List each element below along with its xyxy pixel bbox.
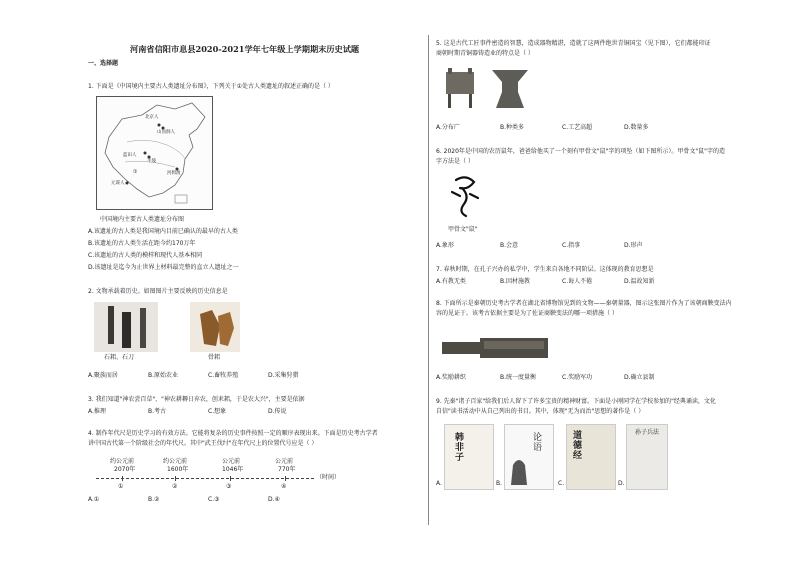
timeline-year: 1600年 <box>167 466 189 473</box>
q4-stem-line1: 4. 制作年代尺是历史学习的有效方法。它能将复杂的历史事件按照一定的顺序表现出来。下面是历史考古学者 <box>88 430 378 437</box>
column-divider <box>428 35 429 525</box>
q1-option-b[interactable]: B.该遗址的古人类生活在距今约170万年 <box>88 240 196 247</box>
q8-option-b[interactable]: B.统一度量衡 <box>500 374 537 381</box>
figure-silhouette-icon <box>505 425 553 489</box>
q3-option-a[interactable]: A.推理 <box>88 408 106 415</box>
q2-option-b[interactable]: B.原始农业 <box>148 372 179 379</box>
q6-stem-line2: 字方法是（ ） <box>436 158 474 165</box>
map-label: 蓝田人 <box>123 153 137 158</box>
book-title: 韩非子 <box>455 433 465 463</box>
book-cover-c <box>566 424 616 490</box>
timeline-tick <box>230 476 231 481</box>
q7-option-d[interactable]: D.温故知新 <box>624 278 655 285</box>
section-heading: 一、选择题 <box>88 60 119 67</box>
china-map-icon <box>97 97 212 209</box>
map-label: 北京人 <box>145 115 159 120</box>
timeline-era: 公元前 <box>275 458 294 465</box>
timeline-marker: ② <box>172 483 178 490</box>
q5-option-d[interactable]: D.数量多 <box>624 124 649 131</box>
q8-stem-line2: 容的见证于。该考古依据主要是为了佐证商鞅变法的哪一项措施（ ） <box>436 310 618 317</box>
q1-option-a[interactable]: A.该遗址的古人类是我国境内目前已确认的最早的古人类 <box>88 228 238 235</box>
q9-option-b[interactable]: B. <box>496 480 503 487</box>
q2-img1-caption: 石耜、石刀 <box>104 354 135 361</box>
q8-option-c[interactable]: C.奖励军功 <box>562 374 593 381</box>
qin-measure-vessel-icon <box>440 332 552 364</box>
q4-option-a[interactable]: A.① <box>88 496 100 503</box>
q5-option-b[interactable]: B.种类多 <box>500 124 525 131</box>
book-title: 道德经 <box>573 431 583 461</box>
q4-stem-line2: 讲中国古代第一个阶级社会的年代尺。其中"武王伐纣"在年代尺上的位置代号应是（ ） <box>88 440 318 447</box>
bronze-ding-image <box>440 66 480 110</box>
q6-option-a[interactable]: A.象形 <box>436 242 454 249</box>
q8-option-a[interactable]: A.奖励耕织 <box>436 374 466 381</box>
q1-option-c[interactable]: C.该遗址的古人类的模样和现代人基本相同 <box>88 252 203 259</box>
q3-option-b[interactable]: B.考古 <box>148 408 167 415</box>
q9-stem-line1: 9. 先秦"诸子百家"给我们后人留下了许多宝贵的精神财富。下面是小刚同学在学校参加的"经典诵读，文化 <box>436 398 716 405</box>
q5-option-a[interactable]: A.分布广 <box>436 124 460 131</box>
timeline-year: 770年 <box>278 466 296 473</box>
q9-option-a[interactable]: A. <box>436 480 442 487</box>
timeline-marker: ① <box>118 483 124 490</box>
bone-tool-image <box>190 302 240 352</box>
q9-option-d[interactable]: D. <box>618 480 625 487</box>
timeline-marker: ③ <box>226 483 232 490</box>
timeline-tick <box>175 476 176 481</box>
book-cover-b <box>504 424 554 490</box>
q7-option-b[interactable]: B.因材施教 <box>500 278 531 285</box>
q6-caption: 甲骨文"鼠" <box>448 226 478 233</box>
q6-option-b[interactable]: B.会意 <box>500 242 519 249</box>
book-title: 论语 <box>533 433 543 453</box>
q2-stem: 2. 文物承载着历史。如图图片主要反映的历史信息是 <box>88 288 228 295</box>
oracle-rat-image <box>448 172 484 220</box>
bone-tool-icon <box>190 302 240 352</box>
q7-option-a[interactable]: A.有教无类 <box>436 278 466 285</box>
stone-tools-image <box>94 302 158 352</box>
map-label: 山顶洞人 <box>157 130 175 135</box>
q1-stem: 1. 下面是《中国境内主要古人类遗址分布图》，下列关于①处古人类遗址的叙述正确的是（ ） <box>88 83 334 90</box>
q7-option-c[interactable]: C.诲人不倦 <box>562 278 593 285</box>
q6-option-d[interactable]: D.形声 <box>624 242 643 249</box>
q2-option-c[interactable]: C.畜牧养殖 <box>208 372 239 379</box>
timeline-year: 1046年 <box>222 466 244 473</box>
q9-stem-line2: 自信"读书活动中从自己列出的书目。其中，体现"无为而治"思想的著作是（ ） <box>436 408 645 415</box>
q1-option-d[interactable]: D.该遗址是迄今为止世界上材料最完整的直立人遗址之一 <box>88 264 239 271</box>
q6-option-c[interactable]: C.指事 <box>562 242 581 249</box>
q3-option-c[interactable]: C.想象 <box>208 408 227 415</box>
map-caption: 中国境内主要古人类遗址分布图 <box>100 216 185 223</box>
timeline-era: 公元前 <box>222 458 241 465</box>
timeline-axis <box>96 478 314 479</box>
timeline-marker: ④ <box>281 483 287 490</box>
q9-option-c[interactable]: C. <box>558 480 565 487</box>
q2-option-a[interactable]: A.聚族而居 <box>88 372 118 379</box>
q2-img2-caption: 骨耜 <box>208 354 221 361</box>
bronze-ding-icon <box>440 66 480 110</box>
map-marker: ① <box>133 169 138 175</box>
q5-stem-line1: 5. 这是古代工匠事件密造的智慧，造成器物精湛，造就了这两件绝世青铜国宝（见下图），它们都能印证 <box>436 40 711 47</box>
q4-option-d[interactable]: D.④ <box>268 496 280 503</box>
q4-option-b[interactable]: B.② <box>148 496 160 503</box>
q8-stem-line1: 8. 下面所示是秦朝历史考古学者在湖北省博物馆见到的文物——秦朝量器，图示这张图片作为了该朝商鞅变法内 <box>436 300 732 307</box>
q2-option-d[interactable]: D.采集狩猎 <box>268 372 299 379</box>
map-label: 半坡 <box>147 159 156 164</box>
q3-stem: 3. 我们知道"神农尝百草"、"神农耕耨日弃农，创耒耜，于是农大兴"，主要是依据 <box>88 396 305 403</box>
bronze-zun-image <box>488 66 532 110</box>
book-cover-d <box>626 424 668 490</box>
stone-tools-icon <box>94 302 158 352</box>
q5-option-c[interactable]: C.工艺高超 <box>562 124 593 131</box>
map-label: 河姆渡 <box>167 171 181 176</box>
qin-measure-image <box>440 332 552 364</box>
book-cover-a <box>444 424 494 490</box>
oracle-rat-glyph-icon <box>448 172 484 220</box>
book-title: 孙子兵法 <box>635 429 660 436</box>
bronze-zun-icon <box>488 66 532 110</box>
q4-option-c[interactable]: C.③ <box>208 496 220 503</box>
timeline-era: 约公元前 <box>110 458 135 465</box>
map-figure <box>96 96 213 210</box>
q7-stem: 7. 春秋时期，在孔子兴办的私学中，学生来自各地不同阶层。这体现的教育思想是 <box>436 266 654 273</box>
q3-option-d[interactable]: D.传说 <box>268 408 287 415</box>
q5-stem-line2: 商朝时期青铜器铸造业的特点是（ ） <box>436 50 534 57</box>
timeline-era: 约公元前 <box>163 458 188 465</box>
timeline-tick <box>285 476 286 481</box>
q8-option-d[interactable]: D.确立县制 <box>624 374 655 381</box>
page-title: 河南省信阳市息县2020-2021学年七年级上学期期末历史试题 <box>130 44 360 54</box>
timeline-year: 2070年 <box>114 466 136 473</box>
timeline-axis-label: （时间） <box>316 474 341 481</box>
q6-stem-line1: 6. 2020年是中国的农历鼠年，爸爸给他买了一个刻有甲骨文"鼠"字的项坠（如下图所示）。甲骨文"鼠"字的造 <box>436 148 725 155</box>
map-label: 元谋人 <box>111 181 125 186</box>
timeline-tick <box>122 476 123 481</box>
